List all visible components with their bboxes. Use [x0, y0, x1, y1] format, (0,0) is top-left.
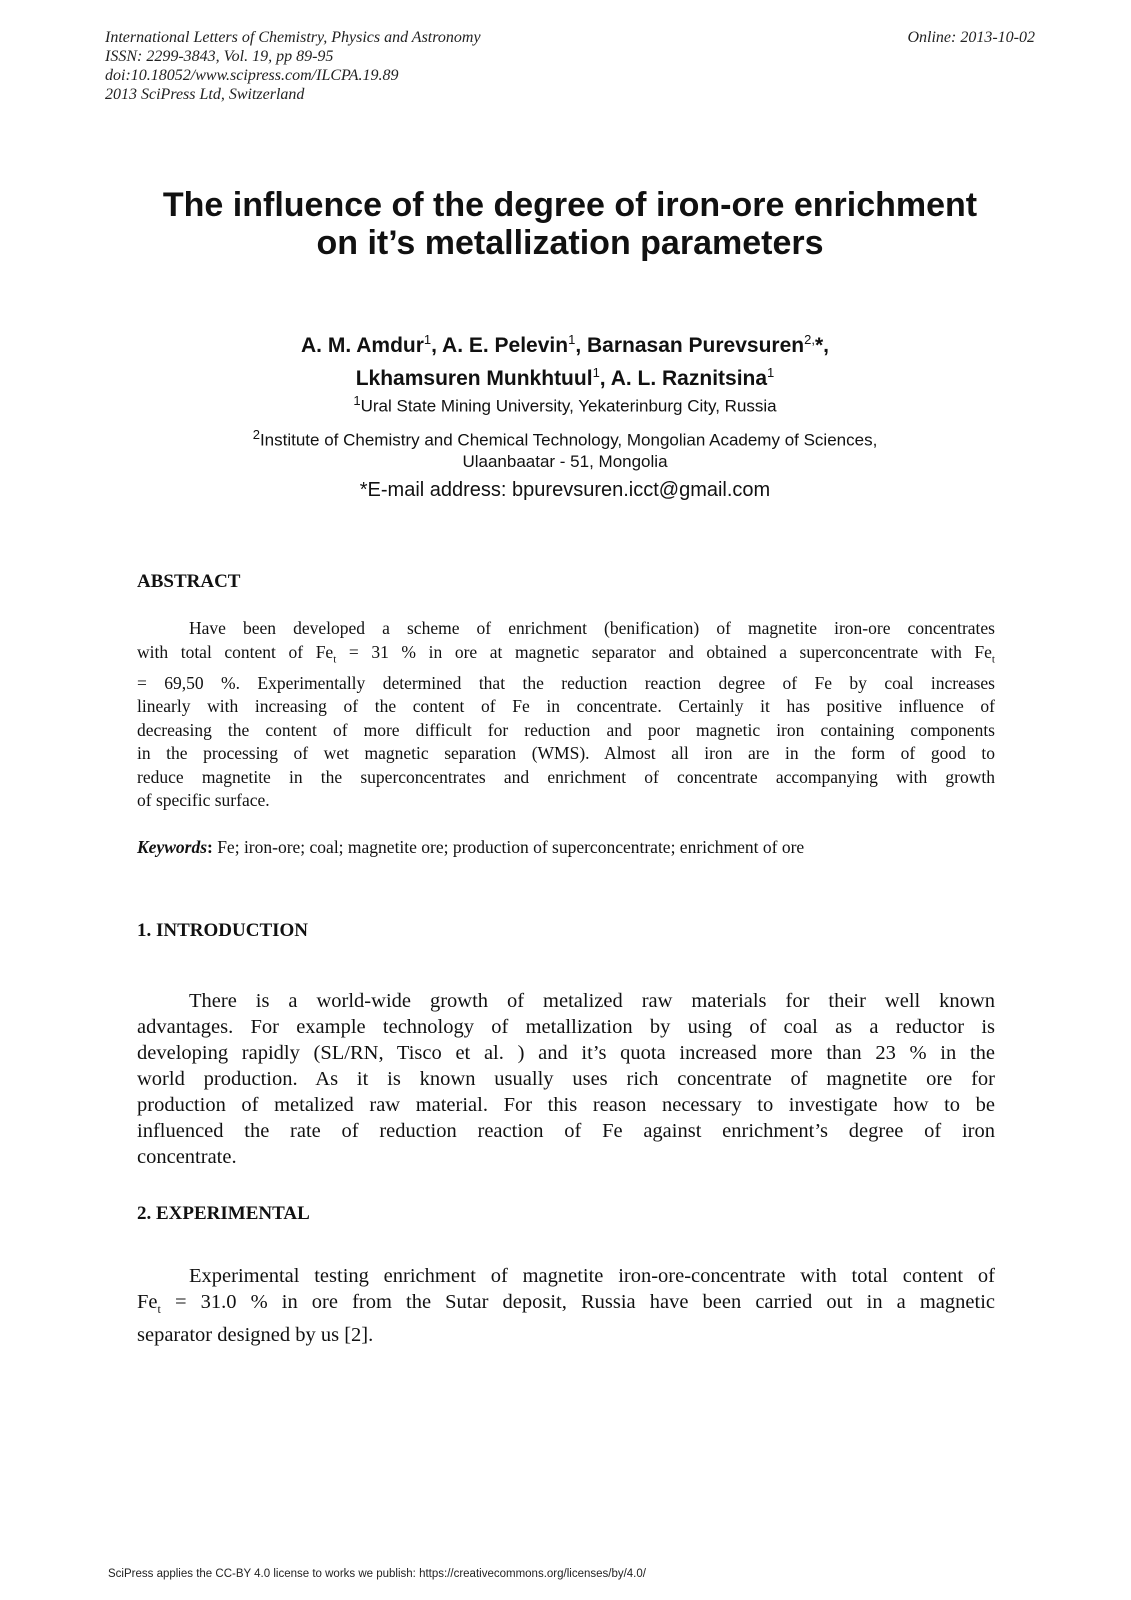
experimental-body — [137, 1263, 995, 1348]
affil-text: Institute of Chemistry and Chemical Technology, Mongolian Academy of Sciences, — [259, 430, 878, 450]
author-affil-sup: 1 — [423, 332, 432, 347]
body-line: influenced the rate of reduction reaction of Fe against enrichment’s degree of iron — [137, 1120, 995, 1142]
author-name: A. M. Amdur — [301, 334, 424, 357]
affil-sup: 1 — [353, 393, 361, 408]
author-affil-sup: 1 — [592, 365, 600, 380]
keywords-label: Keywords — [137, 837, 207, 857]
body-line: advantages. For example technology of metallization by using of coal as a reductor is — [137, 1016, 995, 1038]
body-line: separator designed by us [2]. — [137, 1324, 374, 1347]
online-date: Online: 2013-10-02 — [907, 29, 1035, 46]
paper-title — [100, 186, 1040, 262]
affiliation-2 — [120, 424, 1010, 472]
body-line: production of metalized raw material. For this reason necessary to investigate how to be — [137, 1094, 995, 1116]
abstract-body — [137, 617, 995, 813]
affil-sup: 2 — [252, 427, 260, 442]
affil-text: Ulaanbaatar - 51, Mongolia — [462, 451, 668, 471]
abstract-line: Have been developed a scheme of enrichment (benification) of magnetite iron-ore concentrates — [189, 618, 995, 638]
author-affil-sup: 1 — [767, 365, 775, 380]
license-footer: SciPress applies the CC-BY 4.0 license to works we publish: https://creativecommons.org/licenses/by/4.0/ — [108, 1568, 646, 1580]
corresponding-mark: * — [814, 334, 824, 357]
body-line: There is a world-wide growth of metalized raw materials for their well known — [189, 990, 995, 1012]
abstract-line: linearly with increasing of the content of Fe in concentrate. Certainly it has positive influence of — [137, 696, 995, 716]
author-name: Barnasan Purevsuren — [587, 334, 805, 357]
author-list — [130, 326, 1000, 392]
title-line-2: on it’s metallization parameters — [316, 224, 824, 262]
title-line-1: The influence of the degree of iron-ore enrichment — [162, 186, 978, 224]
keywords-text: Fe; iron-ore; coal; magnetite ore; production of superconcentrate; enrichment of ore — [212, 837, 805, 857]
author-row-2 — [130, 359, 1000, 392]
experimental-heading: 2. EXPERIMENTAL — [137, 1203, 310, 1224]
abstract-line: with total content of $Fe_t = 31$ % in ore at magnetic separator and obtained a superconcentrate with $Fe_t$ — [137, 641, 995, 665]
introduction-body — [137, 988, 995, 1170]
introduction-heading: 1. INTRODUCTION — [137, 920, 309, 941]
journal-header — [105, 28, 1035, 104]
body-line: concentrate. — [137, 1146, 237, 1168]
author-separator: , — [431, 334, 443, 357]
abstract-line: decreasing the content of more difficult for reduction and poor magnetic iron containing components — [137, 719, 995, 740]
author-affil-sup: 1 — [568, 332, 576, 347]
doi-line: doi:10.18052/www.scipress.com/ILCPA.19.89 — [105, 67, 399, 84]
keywords: Keywords: Fe; iron-ore; coal; magnetite ore; production of superconcentrate; enrichment of ore — [137, 837, 805, 857]
contact-email: *E-mail address: bpurevsuren.icct@gmail.com — [359, 479, 771, 501]
author-row-1 — [130, 326, 1000, 359]
abstract-line: reduce magnetite in the superconcentrates and enrichment of concentrate accompanying with growth — [137, 766, 995, 787]
body-line: Experimental testing enrichment of magnetite iron-ore-concentrate with total content of — [189, 1265, 995, 1287]
body-line: developing rapidly (SL/RN, Tisco et al. ) and it’s quota increased more than 23 % in the — [137, 1042, 995, 1064]
affil-text: Ural State Mining University, Yekaterinburg City, Russia — [360, 396, 777, 416]
abstract-line: in the processing of wet magnetic separation (WMS). Almost all iron are in the form of good to — [137, 743, 995, 763]
author-affil-sup: 2, — [804, 332, 815, 347]
issn-line: ISSN: 2299-3843, Vol. 19, pp 89-95 — [105, 48, 334, 65]
author-name: Lkhamsuren Munkhtuul — [355, 367, 593, 390]
abstract-line: = 69,50 %. Experimentally determined that the reduction reaction degree of Fe by coal increases — [137, 672, 995, 693]
author-separator: , — [575, 334, 587, 357]
affiliation-1 — [120, 390, 1010, 417]
author-name: A. L. Raznitsina — [610, 367, 768, 390]
author-separator: , — [599, 367, 611, 390]
body-line: $Fe_t = 31.0$ % in ore from the Sutar deposit, Russia have been carried out in a magnetic — [137, 1291, 995, 1317]
publisher-line: 2013 SciPress Ltd, Switzerland — [105, 86, 305, 103]
author-name: A. E. Pelevin — [442, 334, 569, 357]
body-line: world production. As it is known usually uses rich concentrate of magnetite ore for — [137, 1068, 995, 1090]
author-separator: , — [823, 334, 829, 357]
abstract-heading: ABSTRACT — [137, 571, 241, 592]
journal-name: International Letters of Chemistry, Physics and Astronomy — [105, 29, 481, 46]
abstract-line: of specific surface. — [137, 790, 270, 810]
